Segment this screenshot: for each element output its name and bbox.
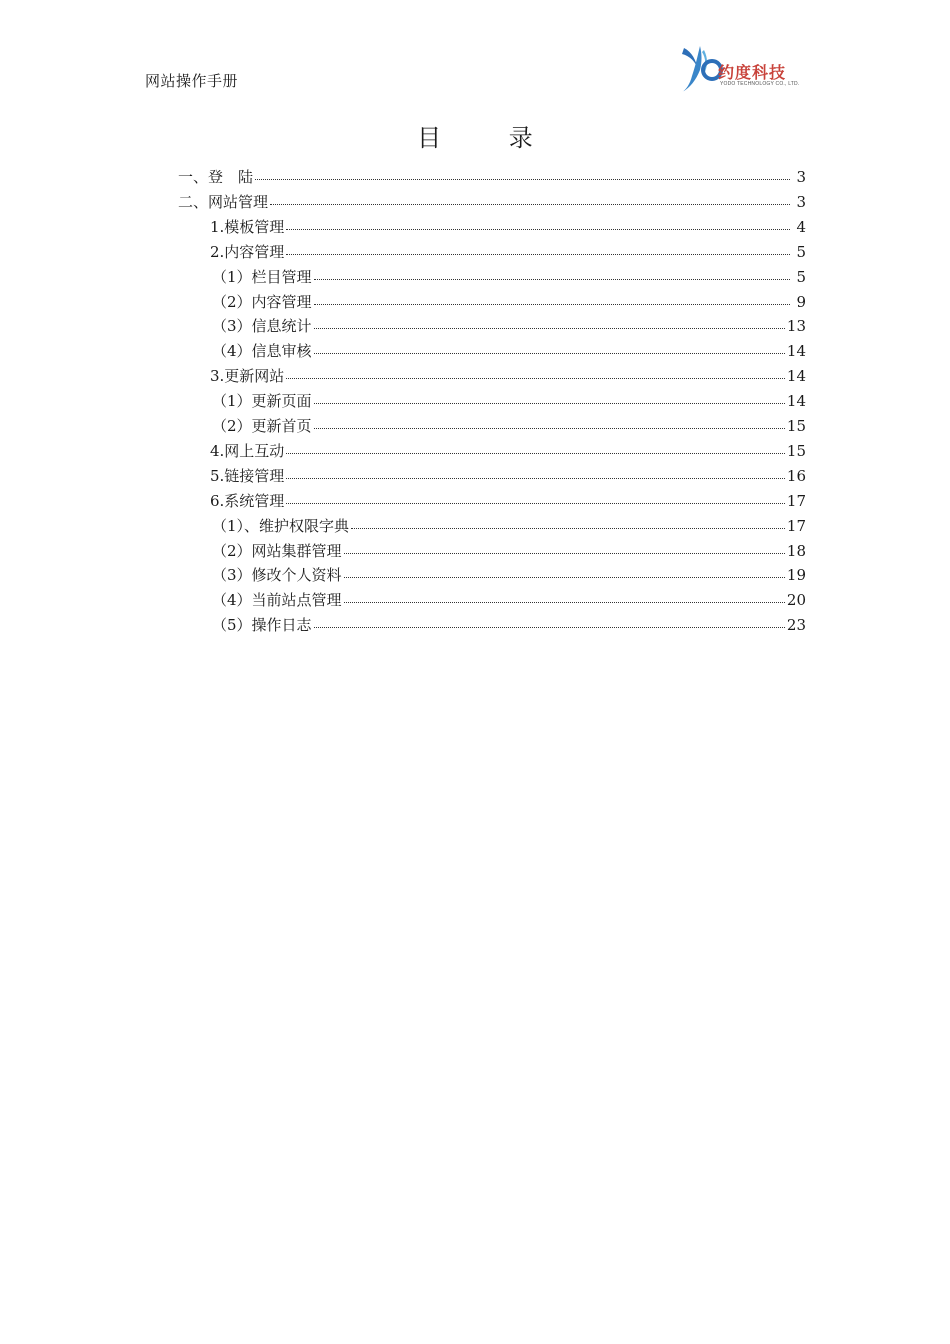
toc-entry-page-number: 13	[786, 317, 806, 336]
toc-entry-label: （2）网站集群管理	[212, 541, 342, 560]
toc-entry-page-number: 15	[786, 441, 806, 460]
toc-entry-label: 6.系统管理	[210, 491, 285, 510]
toc-entry[interactable]	[210, 465, 806, 489]
toc-leader-dots	[286, 502, 785, 504]
toc-entry[interactable]	[212, 315, 806, 339]
toc-entry-page-number: 15	[786, 417, 806, 435]
toc-leader-dots	[286, 377, 785, 379]
toc-entry-label: （1）栏目管理	[212, 267, 312, 286]
toc-entry-label: 5.链接管理	[210, 466, 285, 485]
toc-entry[interactable]	[212, 291, 806, 315]
toc-entry[interactable]	[210, 365, 806, 389]
toc-entry-label: 4.网上互动	[210, 441, 285, 460]
toc-entry-page-number: 16	[786, 466, 806, 485]
toc-entry-label: （1）更新页面	[212, 392, 312, 411]
toc-entry-page-number: 3	[796, 192, 806, 211]
toc-entry[interactable]	[212, 340, 806, 364]
toc-entry[interactable]	[212, 266, 806, 290]
toc-entry-page-number: 20	[786, 591, 806, 610]
toc-leader-dots	[344, 552, 785, 554]
toc-entry[interactable]	[212, 564, 806, 588]
toc-entry-label: 3.更新网站	[210, 367, 285, 386]
toc-entry-label: （2）内容管理	[212, 292, 312, 311]
toc-entry-label: 一、登 陆	[178, 168, 254, 186]
toc-entry-page-number: 3	[796, 168, 806, 186]
toc-leader-dots	[314, 427, 785, 429]
toc-entry-page-number: 14	[786, 367, 806, 386]
toc-leader-dots	[286, 452, 785, 454]
toc-leader-dots	[314, 352, 785, 354]
toc-leader-dots	[314, 303, 790, 305]
toc-entry-label: 2.内容管理	[210, 242, 285, 261]
toc-entry[interactable]	[212, 515, 806, 539]
toc-entry[interactable]	[178, 166, 806, 190]
toc-entry-label: （2）更新首页	[212, 417, 312, 435]
toc-entry-label: （4）信息审核	[212, 342, 312, 361]
toc-leader-dots	[314, 626, 785, 628]
toc-leader-dots	[286, 477, 785, 479]
toc-entry-page-number: 17	[786, 516, 806, 535]
logo-company-subtitle: YODO TECHNOLOGY CO., LTD.	[720, 81, 800, 87]
toc-leader-dots	[286, 228, 790, 230]
toc-entry-page-number: 14	[786, 392, 806, 411]
toc-entry[interactable]	[212, 415, 806, 439]
toc-entry-label: （3）修改个人资料	[212, 566, 342, 585]
toc-entry-page-number: 23	[786, 616, 806, 635]
toc-entry-page-number: 17	[786, 491, 806, 510]
toc-entry[interactable]	[212, 540, 806, 564]
toc-leader-dots	[351, 527, 785, 529]
toc-leader-dots	[344, 576, 785, 578]
toc-entry-page-number: 18	[786, 541, 806, 560]
toc-entry-page-number: 4	[796, 217, 806, 236]
toc-entry-label: （3）信息统计	[212, 317, 312, 336]
toc-entry-page-number: 14	[786, 342, 806, 361]
toc-entry-label: 二、网站管理	[178, 192, 269, 211]
document-header-title: 网站操作手册	[145, 72, 239, 90]
toc-entry-page-number: 5	[796, 267, 806, 286]
logo-company-name: 约度科技	[718, 63, 787, 82]
toc-entry[interactable]	[210, 216, 806, 240]
toc-entry[interactable]	[210, 241, 806, 265]
toc-entry[interactable]	[210, 490, 806, 514]
toc-entry-label: （4）当前站点管理	[212, 591, 342, 610]
toc-leader-dots	[314, 278, 790, 280]
company-logo	[678, 44, 818, 96]
toc-leader-dots	[344, 601, 785, 603]
toc-entry-page-number: 9	[796, 292, 806, 311]
toc-title: 目 录	[417, 124, 563, 152]
toc-entry-label: （5）操作日志	[212, 616, 312, 635]
toc-entry[interactable]	[212, 390, 806, 414]
toc-entry-label: 1.模板管理	[210, 217, 285, 236]
toc-entry[interactable]	[212, 589, 806, 613]
toc-entry-page-number: 19	[786, 566, 806, 585]
toc-entry[interactable]	[178, 191, 806, 215]
toc-entry-label: （1）、维护权限字典	[212, 516, 350, 535]
toc-entry[interactable]	[212, 614, 806, 638]
toc-leader-dots	[286, 253, 790, 255]
toc-entry[interactable]	[210, 440, 806, 464]
toc-leader-dots	[255, 178, 790, 180]
toc-entry-page-number: 5	[796, 242, 806, 261]
toc-leader-dots	[270, 203, 790, 205]
toc-leader-dots	[314, 402, 785, 404]
toc-leader-dots	[314, 327, 785, 329]
